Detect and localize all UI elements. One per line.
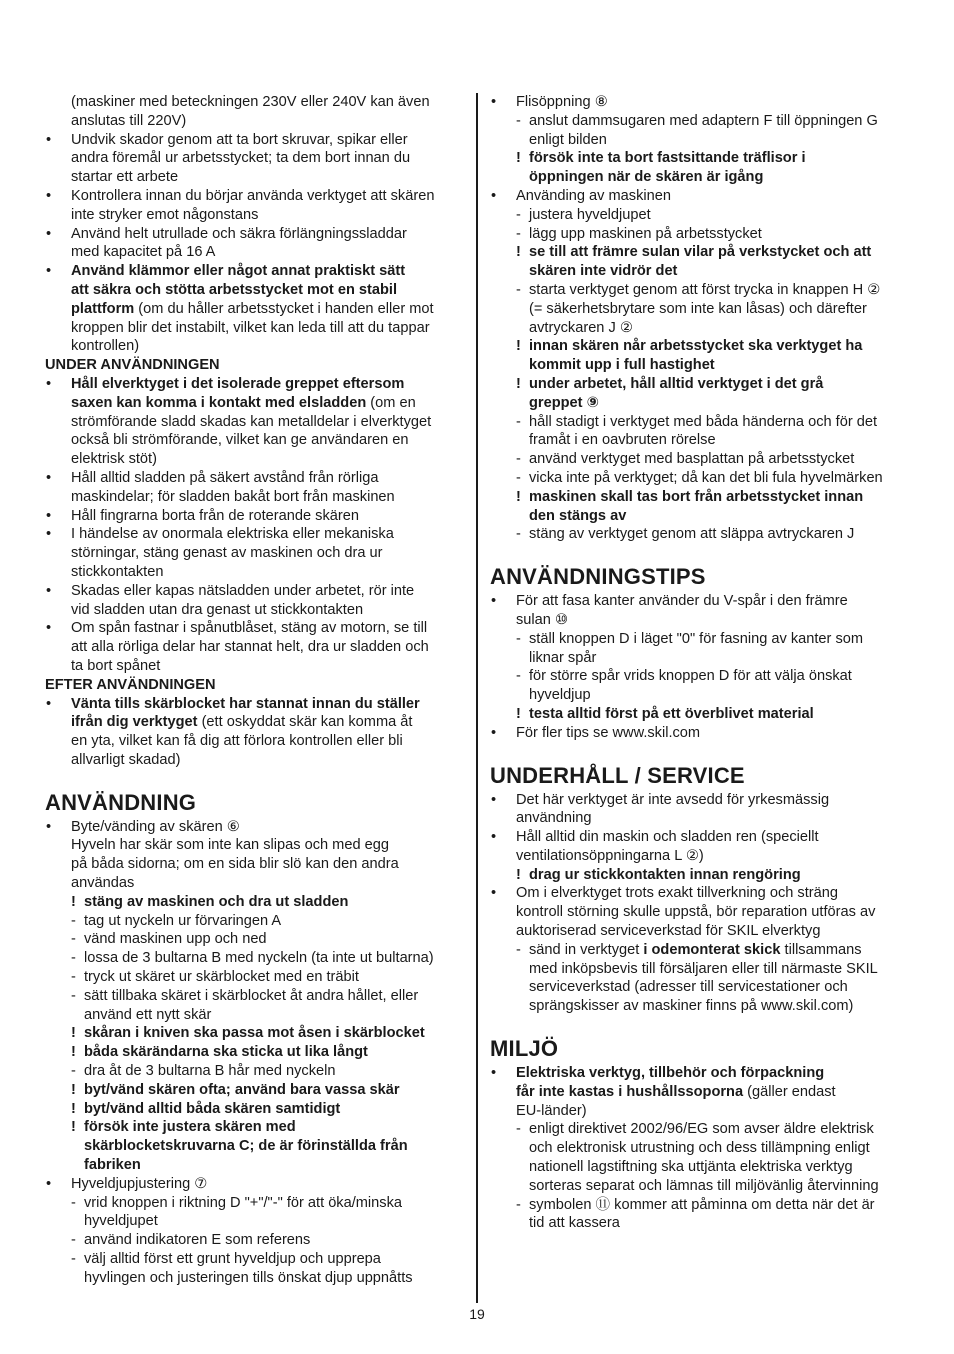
warning-item [490,337,910,375]
normal-text: elektrisk stöt) [71,451,157,468]
text-line [71,319,463,338]
text-line: användas [71,875,135,892]
text-line: ta bort spånet [71,657,161,674]
text-line: - justera hyveldjupet [529,206,651,223]
bullet-item [45,582,463,620]
normal-text: serviceverkstad (adresser till servicestationer och [529,979,848,996]
text-line: - använd indikatoren E som referens [84,1232,311,1249]
text-line: ! skåran i kniven ska passa mot åsen i skärblocket [84,1025,425,1042]
normal-text: (gäller endast [743,1083,836,1100]
text-line: störningar, stäng genast av maskinen och dra ur [71,545,383,562]
warning-item [45,1043,463,1062]
section-heading: MILJÖ [490,1036,559,1062]
text-line: greppet ⑨ [529,394,599,411]
text-line: startar ett arbete [71,169,179,186]
bold-text: i odemonterat skick [643,941,781,958]
text-line: nationell lagstiftning ska uttjänta elektriska verktyg [529,1159,853,1176]
text-line: (maskiner med beteckningen 230V eller 240V kan även [71,94,430,110]
text-line [529,997,910,1016]
text-line: framåt i en oavbruten rörelse [529,432,716,449]
text-line: • Byte/vänding av skären ⑥ [71,818,240,835]
text-line: andra föremål ur arbetsstycket; ta dem bort innan du [71,150,411,167]
text-line [71,450,463,469]
bullet-item [45,695,463,770]
normal-text: (ett oskyddat skär kan komma åt [197,714,413,731]
text-line: • Håll fingrarna borta från de roterande skären [71,507,359,524]
text-line [71,695,463,714]
dash-item [45,1231,463,1250]
bullet-item [490,187,910,206]
text-line: - symbolen ⑪ kommer att påminna om detta när det är [529,1196,875,1213]
normal-text: en yta, vilket kan få dig att förlora kontrollen eller bli [71,733,403,750]
left-column [45,93,463,1288]
dash-item [490,450,910,469]
bullet-item [490,93,910,112]
warning-item [490,705,910,724]
column-divider [476,93,478,1303]
text-line: skären inte vidrör det [529,263,678,280]
text-line [529,960,910,979]
text-line: med kapacitet på 16 A [71,244,216,261]
text-line: ! se till att främre sulan vilar på verkstycket och att [529,244,872,261]
text-line: • För fler tips se www.skil.com [516,724,701,741]
normal-text: med inköpsbevis till försäljaren eller till närmaste SKIL [529,960,878,977]
dash-item [490,1196,910,1234]
text-line: ventilationsöppningarna L ②) [516,847,704,864]
text-line: att alla rörliga delar har stannat helt, dra ur sladden och [71,639,429,656]
bullet-item [45,507,463,526]
text-line: • Hyveldjupjustering ⑦ [71,1175,208,1192]
warning-item [490,243,910,281]
text-line: - för större spår vrids knoppen D för att välja önskat [529,668,852,685]
text-line: • Håll alltid sladden på säkert avstånd från rörliga [71,469,379,486]
text-line [71,413,463,432]
bullet-item [45,1175,463,1194]
text-line: ! byt/vänd skären ofta; använd bara vassa skär [84,1081,400,1098]
text-line: skärblocketskruvarna C; de är förinställda från [84,1138,408,1155]
text-line [71,262,463,281]
text-line: - starta verktyget genom att först trycka in knappen H ② [529,281,881,298]
dash-item [45,968,463,987]
text-line: hyveldjupet [84,1213,158,1230]
text-line: - anslut dammsugaren med adaptern F till öppningen G [529,112,878,129]
text-line: - stäng av verktyget genom att släppa avtryckaren J [529,526,855,543]
text-line: och elektronisk utrustning och dess tillämpning enligt [529,1140,870,1157]
text-line: liknar spår [529,649,597,666]
warning-item [490,375,910,413]
text-line [71,281,463,300]
text-line: - vrid knoppen i riktning D "+"/"-" för att öka/minska [84,1194,402,1211]
text-line: stickkontakten [71,563,164,580]
text-line: fabriken [84,1157,141,1174]
paragraph [45,93,463,131]
bullet-item [45,818,463,837]
normal-text: (om en [366,394,416,411]
normal-text: (om du håller arbetsstycket i handen eller mot [134,300,434,317]
text-line: • Undvik skador genom att ta bort skruvar, spikar eller [71,131,408,148]
normal-text: kroppen blir det instabilt, vilket kan leda till att du tappar [71,319,430,336]
text-line: - dra åt de 3 bultarna B hår med nyckeln [84,1063,336,1080]
text-line: • Om spån fastnar i spånutblåset, stäng av motorn, se till [71,620,428,637]
text-line: - ställ knoppen D i läget "0" för fasning av kanter som [529,630,864,647]
text-line: på båda sidorna; om en sida blir slö kan den andra [71,856,399,873]
text-line: vid sladden utan dra genast ut stickkontakten [71,601,364,618]
text-line: kontroll störning skulle uppstå, bör reparation utföras av [516,904,876,921]
dash-item [490,525,910,544]
dash-item [45,1250,463,1288]
text-line: anslutas till 220V) [71,112,187,129]
right-column [490,93,910,1233]
warning-item [490,149,910,187]
bullet-item [490,884,910,940]
text-line [71,375,463,394]
text-line: (= säkerhetsbrytare som inte kan låsas) och därefter [529,300,867,317]
warning-item [490,866,910,885]
bullet-item [45,225,463,263]
text-line: inte stryker emot någonstans [71,206,259,223]
bullet-item [490,1064,910,1120]
section-heading: ANVÄNDNINGSTIPS [490,564,706,590]
bold-text: Använd klämmor eller något annat praktiskt sätt [71,263,406,280]
normal-text: EU-länder) [516,1102,587,1119]
bullet-item [490,724,910,743]
text-line: - tryck ut skäret ur skärblocket med en träbit [84,969,359,986]
text-line: ! stäng av maskinen och dra ut sladden [84,893,349,910]
text-line [71,394,463,413]
dash-item [45,949,463,968]
text-line: hyveldjup [529,687,591,704]
bullet-item [45,131,463,187]
text-line: ! drag ur stickkontakten innan rengöring [529,866,801,883]
text-line: - lägg upp maskinen på arbetsstycket [529,225,762,242]
text-line: - håll stadigt i verktyget med båda händerna och för det [529,413,878,430]
text-line: • Håll alltid din maskin och sladden ren (speciellt [516,829,819,846]
bullet-item [45,375,463,469]
warning-item [45,1081,463,1100]
dash-item [45,1194,463,1232]
dash-item [490,469,910,488]
text-line [71,751,463,770]
text-line: • Använding av maskinen [516,187,671,204]
paragraph [45,836,463,892]
bullet-item [490,592,910,630]
page-number: 19 [469,1306,485,1322]
text-line: • För att fasa kanter använder du V-spår i den främre [516,593,848,610]
bullet-item [490,828,910,866]
text-line: avtryckaren J ② [529,319,633,336]
section-heading: ANVÄNDNING [45,789,197,815]
text-line [71,300,463,319]
text-line: • Flisöppning ⑧ [516,94,608,110]
dash-item [490,1120,910,1195]
text-line: öppningen när de skären är igång [529,169,764,186]
text-line: - välj alltid först ett grunt hyveldjup och upprepa [84,1251,381,1268]
bold-text: Håll elverktyget i det isolerade greppet eftersom [71,375,405,392]
text-line: - tag ut nyckeln ur förvaringen A [84,912,282,929]
text-line: - lossa de 3 bultarna B med nyckeln (ta inte ut bultarna) [84,950,434,967]
normal-text: strömförande sladd skadas kan metalldelar i elverktyget [71,413,432,430]
text-line: den stängs av [529,507,627,524]
dash-item [490,630,910,668]
dash-item [45,930,463,949]
text-line [516,1083,910,1102]
text-line: • Det här verktyget är inte avsedd för yrkesmässig [516,791,830,808]
bold-text: Elektriska verktyg, tillbehör och förpackning [516,1065,825,1082]
text-line: enligt bilden [529,131,607,148]
bullet-item [45,262,463,356]
text-line: kommit upp i full hastighet [529,357,715,374]
text-line [529,941,910,960]
text-line: Hyveln har skär som inte kan slipas och med egg [71,837,389,854]
warning-item [490,488,910,526]
text-line: användning [516,810,592,827]
bullet-item [490,791,910,829]
bold-text: ifrån dig verktyget [71,714,198,731]
bullet-item [45,187,463,225]
dash-item [490,281,910,337]
normal-text: sprängskisser av maskiner finns på www.skil.com) [529,998,854,1015]
text-line [516,1102,910,1121]
text-line [71,337,463,356]
warning-item [45,1024,463,1043]
text-line: • Använd helt utrullade och säkra förlängningssladdar [71,225,407,242]
text-line: - enligt direktivet 2002/96/EG som avser äldre elektrisk [529,1121,874,1138]
bullet-item [45,619,463,675]
text-line: ! försök inte ta bort fastsittande träflisor i [529,150,806,167]
text-line: • Skadas eller kapas nätsladden under arbetet, rör inte [71,582,415,599]
warning-item [45,1100,463,1119]
normal-text: sänd in verktyget [529,941,644,958]
text-line: - sätt tillbaka skäret i skärblocket åt andra hållet, eller [84,987,419,1004]
text-line: - vänd maskinen upp och ned [84,931,267,948]
normal-text: allvarligt skadad) [71,751,181,768]
text-line [516,1064,910,1083]
subsection-heading: UNDER ANVÄNDNINGEN [45,357,220,374]
text-line: maskindelar; för sladden bakåt bort från maskinen [71,488,395,505]
bold-text: att säkra och stötta arbetsstycket mot en stabil [71,281,398,298]
text-line: • Kontrollera innan du börjar använda verktyget att skären [71,187,435,204]
text-line: sulan ⑩ [516,611,569,628]
dash-item [45,987,463,1025]
dash-item [490,206,910,225]
bold-text: Vänta tills skärblocket har stannat innan du ställer [71,695,420,712]
text-line: ! under arbetet, håll alltid verktyget i det grå [529,375,824,392]
normal-text: tillsammans [780,941,862,958]
text-line: ! byt/vänd alltid båda skären samtidigt [84,1100,341,1117]
text-line: sorteras separat och lämnas till miljövänlig återvinning [529,1177,879,1194]
bullet-item [45,469,463,507]
text-line: • I händelse av onormala elektriska eller mekaniska [71,526,394,543]
bold-text: får inte kastas i hushållssoporna [516,1083,744,1100]
text-line: • Om i elverktyget trots exakt tillverkning och sträng [516,885,838,902]
subsection-heading: EFTER ANVÄNDNINGEN [45,676,216,693]
dash-item [45,912,463,931]
warning-item [45,1118,463,1174]
normal-text: kontrollen) [71,338,140,355]
dash-item [45,1062,463,1081]
text-line: ! båda skärändarna ska sticka ut lika långt [84,1044,368,1061]
dash-item [490,225,910,244]
text-line: ! maskinen skall tas bort från arbetsstycket innan [529,488,864,505]
bullet-item [45,525,463,581]
dash-item [490,941,910,1016]
text-line [71,431,463,450]
section-heading: UNDERHÅLL / SERVICE [490,762,745,788]
text-line: - använd verktyget med basplattan på arbetsstycket [529,451,855,468]
dash-item [490,413,910,451]
text-line: ! försök inte justera skären med [84,1119,296,1136]
text-line: - vicka inte på verktyget; då kan det bli fula hyvelmärken [529,469,883,486]
text-line: hyvlingen och justeringen tills önskat djup uppnåtts [84,1269,413,1286]
text-line: auktoriserad serviceverkstad för SKIL elverktyg [516,923,821,940]
warning-item [45,893,463,912]
bold-text: plattform [71,300,135,317]
bold-text: saxen kan komma i kontakt med elsladden [71,394,367,411]
text-line: ! testa alltid först på ett överblivet material [529,705,814,722]
text-line: använd ett nytt skär [84,1006,212,1023]
text-line [71,713,463,732]
text-line [529,978,910,997]
dash-item [490,112,910,150]
dash-item [490,667,910,705]
normal-text: också bli strömförande, vilket kan ge användaren en [71,432,409,449]
text-line: ! innan skären når arbetsstycket ska verktyget ha [529,338,863,355]
text-line [71,732,463,751]
text-line: tid att kassera [529,1215,620,1232]
